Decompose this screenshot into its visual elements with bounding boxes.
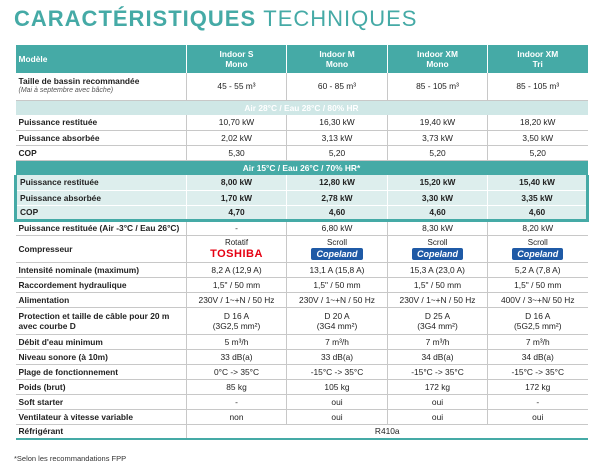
table-row	[16, 424, 588, 439]
cell-value: 7 m³/h	[388, 334, 488, 349]
table-row	[16, 130, 588, 145]
cell-value: 3,30 kW	[388, 190, 488, 205]
cell-value: 60 - 85 m³	[287, 73, 388, 100]
cell-value: non	[187, 409, 287, 424]
cell-value: oui	[388, 394, 488, 409]
table-row	[16, 262, 588, 277]
cell-value: 16,30 kW	[287, 115, 388, 130]
cell-value: 1,70 kW	[187, 190, 287, 205]
cell-value: 45 - 55 m³	[187, 73, 287, 100]
cell-value: D 16 A (5G2,5 mm²)	[488, 307, 588, 334]
cell-value: oui	[287, 409, 388, 424]
table-row	[16, 364, 588, 379]
row-label: Intensité nominale (maximum)	[16, 262, 187, 277]
section-header-2	[16, 160, 588, 175]
row-label: Raccordement hydraulique	[16, 277, 187, 292]
header-indoor-s: Indoor S Mono	[187, 45, 287, 73]
cell-value: 172 kg	[388, 379, 488, 394]
row-label: COP	[16, 205, 187, 220]
title-bold: CARACTÉRISTIQUES	[14, 6, 257, 31]
refrigerant-value: R410a	[187, 424, 588, 439]
row-label: Niveau sonore (à 10m)	[16, 349, 187, 364]
header-indoor-xm-mono: Indoor XM Mono	[388, 45, 488, 73]
cell-value: 230V / 1~+N / 50 Hz	[388, 292, 488, 307]
row-label: Puissance absorbée	[16, 130, 187, 145]
cell-value: 6,80 kW	[287, 220, 388, 235]
table-row	[16, 349, 588, 364]
row-label: Puissance restituée	[16, 115, 187, 130]
cell-value: 5,20	[287, 145, 388, 160]
cell-value: 5,20	[388, 145, 488, 160]
cell-value: 15,3 A (23,0 A)	[388, 262, 488, 277]
cell-value: 85 - 105 m³	[488, 73, 588, 100]
row-label: Puissance restituée	[16, 175, 187, 190]
cell-value: -	[187, 394, 287, 409]
row-label: Plage de fonctionnement	[16, 364, 187, 379]
cell-value: 33 dB(a)	[287, 349, 388, 364]
copeland-logo: Copeland	[311, 248, 362, 260]
table-row	[16, 115, 588, 130]
cell-value: -	[187, 220, 287, 235]
cell-value: 2,02 kW	[187, 130, 287, 145]
row-label: Puissance restituée (Air -3°C / Eau 26°C)	[16, 220, 187, 235]
cell-value: -15°C -> 35°C	[287, 364, 388, 379]
cell-value: D 16 A (3G2,5 mm²)	[187, 307, 287, 334]
cell-value: 85 kg	[187, 379, 287, 394]
cell-value: oui	[388, 409, 488, 424]
cell-value: 4,60	[488, 205, 588, 220]
cell-value: 4,70	[187, 205, 287, 220]
cell-value: 5,30	[187, 145, 287, 160]
cell-value: 34 dB(a)	[488, 349, 588, 364]
compressor-type: Scroll	[427, 237, 448, 247]
cell-value: 1,5" / 50 mm	[187, 277, 287, 292]
header-row	[16, 45, 588, 73]
table-row	[16, 379, 588, 394]
cell-value: 2,78 kW	[287, 190, 388, 205]
cell-value: 3,35 kW	[488, 190, 588, 205]
cell-value: D 20 A (3G4 mm²)	[287, 307, 388, 334]
table-row	[16, 190, 588, 205]
header-indoor-xm-tri: Indoor XM Tri	[488, 45, 588, 73]
cell-value: 3,13 kW	[287, 130, 388, 145]
table-row	[16, 409, 588, 424]
compressor-cell	[488, 235, 588, 262]
page-title	[14, 6, 418, 32]
cell-value: D 25 A (3G4 mm²)	[388, 307, 488, 334]
copeland-logo: Copeland	[412, 248, 463, 260]
cell-value: 15,40 kW	[488, 175, 588, 190]
cell-value: 5,20	[488, 145, 588, 160]
cell-value: 105 kg	[287, 379, 388, 394]
table-row	[16, 394, 588, 409]
cell-value: 230V / 1~+N / 50 Hz	[287, 292, 388, 307]
row-label: Puissance absorbée	[16, 190, 187, 205]
table-row	[16, 334, 588, 349]
footnote: *Selon les recommandations FPP	[14, 454, 127, 463]
row-label: Débit d'eau minimum	[16, 334, 187, 349]
table-row	[16, 175, 588, 190]
row-label	[16, 73, 187, 100]
table-row	[16, 220, 588, 235]
cell-value: -15°C -> 35°C	[388, 364, 488, 379]
section-title: Air 15°C / Eau 26°C / 70% HR*	[16, 160, 588, 175]
cell-value: 230V / 1~+N / 50 Hz	[187, 292, 287, 307]
cell-value: oui	[488, 409, 588, 424]
row-label: Poids (brut)	[16, 379, 187, 394]
compressor-type: Scroll	[326, 237, 347, 247]
table-row	[16, 73, 588, 100]
pool-size-sub: (Mai à septembre avec bâche)	[18, 87, 114, 95]
cell-value: 7 m³/h	[488, 334, 588, 349]
cell-value: 10,70 kW	[187, 115, 287, 130]
table-row	[16, 292, 588, 307]
row-label: Compresseur	[16, 235, 187, 262]
row-label: Alimentation	[16, 292, 187, 307]
row-label: Réfrigérant	[16, 424, 187, 439]
toshiba-logo: TOSHIBA	[210, 247, 263, 260]
cell-value: 3,73 kW	[388, 130, 488, 145]
cell-value: 4,60	[287, 205, 388, 220]
row-label: Soft starter	[16, 394, 187, 409]
cell-value: 13,1 A (15,8 A)	[287, 262, 388, 277]
cell-value: 8,20 kW	[488, 220, 588, 235]
cell-value: 1,5" / 50 mm	[388, 277, 488, 292]
cell-value: 15,20 kW	[388, 175, 488, 190]
cell-value: -	[488, 394, 588, 409]
cell-value: 3,50 kW	[488, 130, 588, 145]
compressor-cell	[287, 235, 388, 262]
cell-value: 1,5" / 50 mm	[488, 277, 588, 292]
cell-value: 5,2 A (7,8 A)	[488, 262, 588, 277]
compressor-type: Scroll	[527, 237, 548, 247]
header-indoor-m: Indoor M Mono	[287, 45, 388, 73]
title-light: TECHNIQUES	[263, 6, 418, 31]
cell-value: 8,00 kW	[187, 175, 287, 190]
copeland-logo: Copeland	[512, 248, 563, 260]
cell-value: -15°C -> 35°C	[488, 364, 588, 379]
cell-value: 5 m³/h	[187, 334, 287, 349]
table-row	[16, 205, 588, 220]
table-row	[16, 307, 588, 334]
section-title: Air 28°C / Eau 28°C / 80% HR	[16, 100, 588, 115]
cell-value: 8,30 kW	[388, 220, 488, 235]
table-row	[16, 145, 588, 160]
specs-table	[14, 45, 589, 440]
cell-value: 19,40 kW	[388, 115, 488, 130]
row-label: COP	[16, 145, 187, 160]
row-label: Protection et taille de câble pour 20 m avec courbe D	[16, 307, 187, 334]
compressor-cell	[187, 235, 287, 262]
compressor-cell	[388, 235, 488, 262]
cell-value: 12,80 kW	[287, 175, 388, 190]
header-model: Modèle	[16, 45, 187, 73]
section-header-1	[16, 100, 588, 115]
cell-value: 18,20 kW	[488, 115, 588, 130]
cell-value: 33 dB(a)	[187, 349, 287, 364]
compressor-row	[16, 235, 588, 262]
compressor-type: Rotatif	[224, 237, 249, 247]
row-label: Ventilateur à vitesse variable	[16, 409, 187, 424]
cell-value: 1,5" / 50 mm	[287, 277, 388, 292]
cell-value: 7 m³/h	[287, 334, 388, 349]
cell-value: oui	[287, 394, 388, 409]
cell-value: 4,60	[388, 205, 488, 220]
cell-value: 85 - 105 m³	[388, 73, 488, 100]
cell-value: 8,2 A (12,9 A)	[187, 262, 287, 277]
table-row	[16, 277, 588, 292]
cell-value: 0°C -> 35°C	[187, 364, 287, 379]
cell-value: 34 dB(a)	[388, 349, 488, 364]
cell-value: 172 kg	[488, 379, 588, 394]
pool-size-label: Taille de bassin recommandée	[18, 76, 140, 87]
cell-value: 400V / 3~+N/ 50 Hz	[488, 292, 588, 307]
